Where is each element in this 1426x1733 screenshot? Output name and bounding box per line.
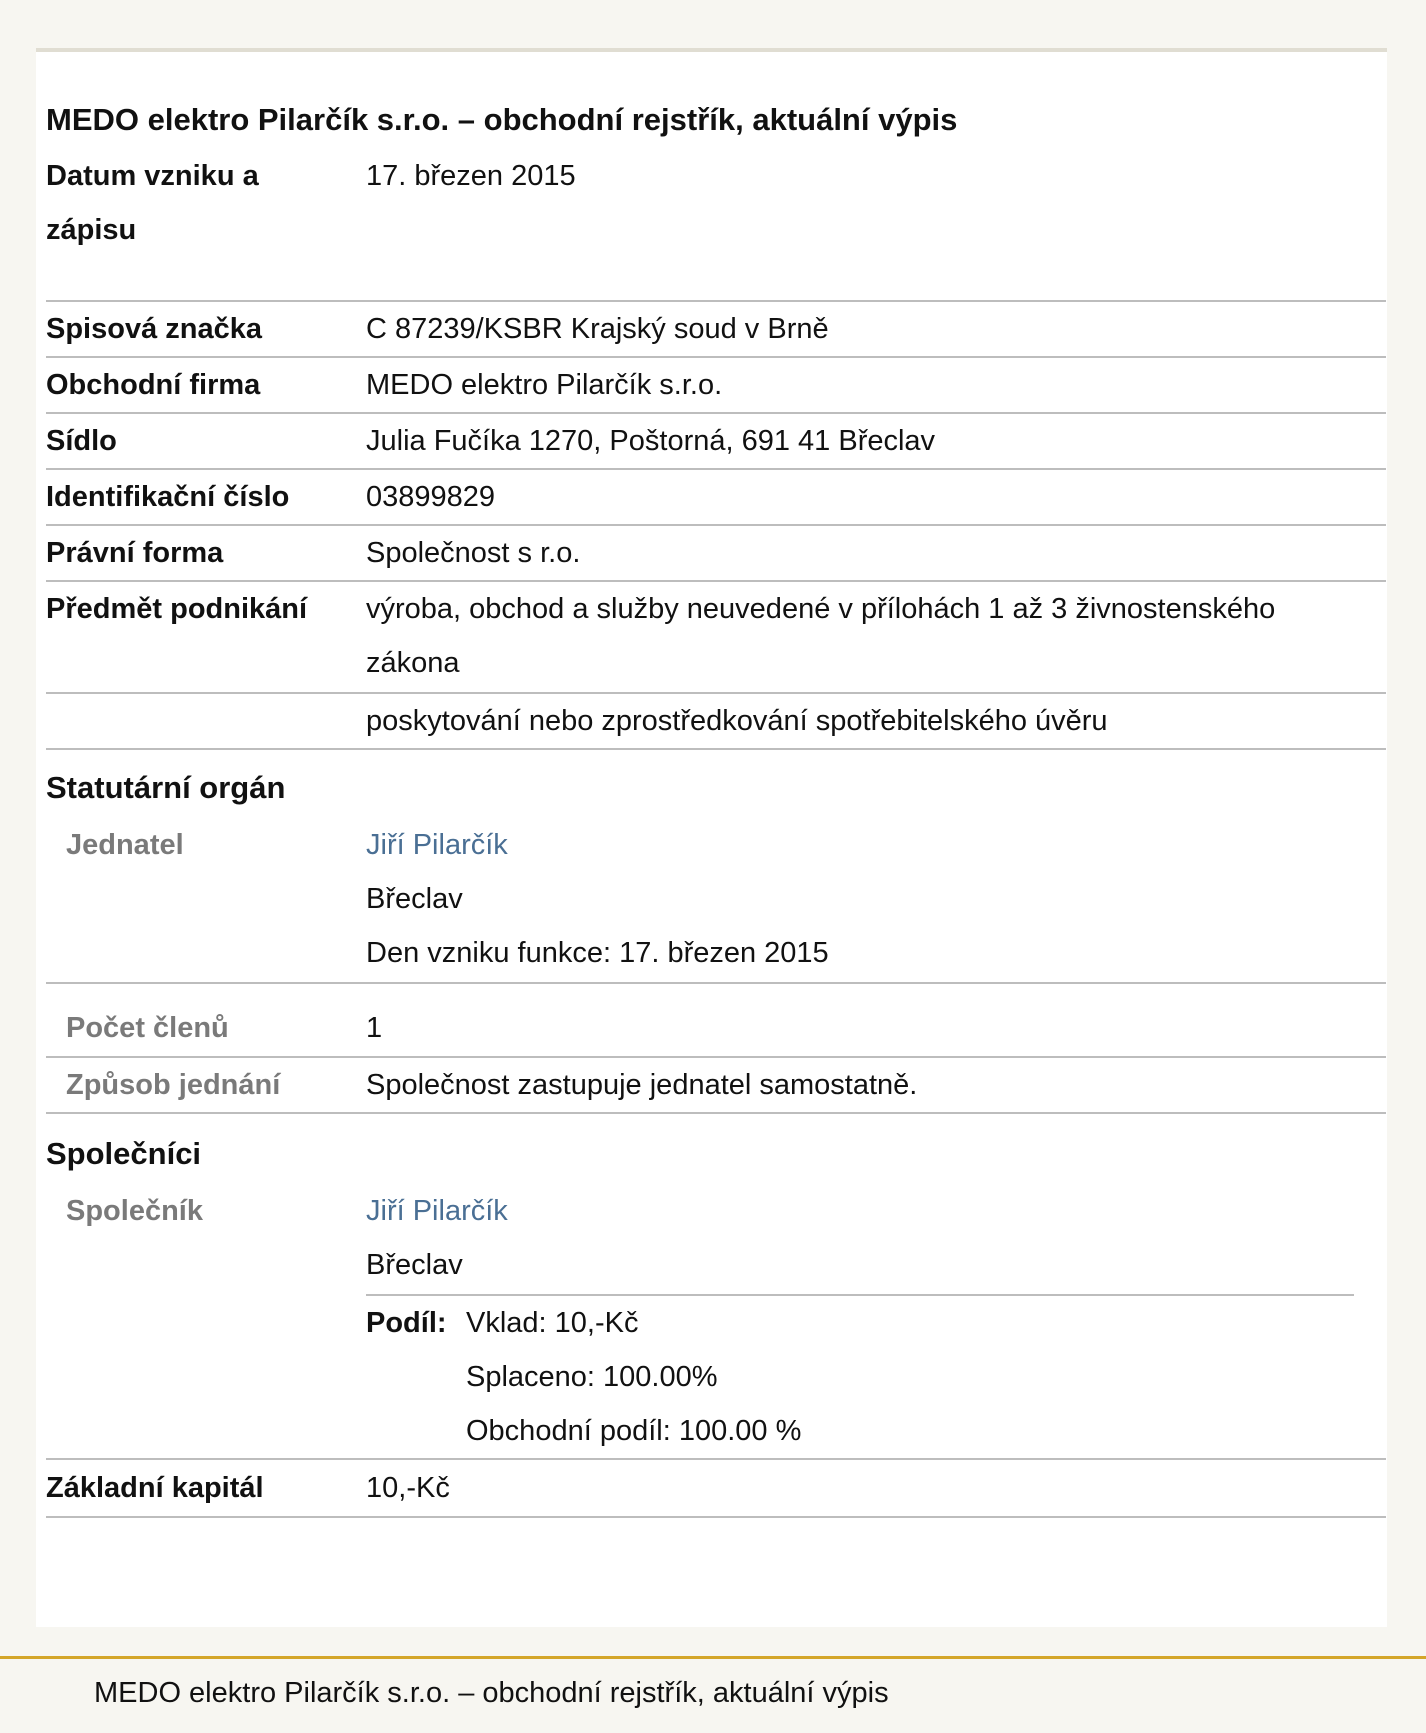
podil-vklad: Vklad: 10,-Kč (466, 1307, 639, 1339)
predmet-1-line-1: výroba, obchod a služby neuvedené v přílohách 1 až 3 živnostenského (366, 593, 1276, 625)
row-obchodni-firma (46, 358, 1386, 414)
row-spisova-znacka (46, 302, 1386, 358)
value-ico: 03899829 (366, 481, 496, 513)
value-predmet-podnikani-2: poskytování nebo zprostředkování spotřebitelského úvěru (366, 705, 1108, 737)
label-ico: Identifikační číslo (46, 481, 290, 513)
section-heading-statutarni-organ: Statutární orgán (46, 770, 286, 805)
value-spolecnik (366, 1184, 1366, 1292)
label-podil: Podíl: (366, 1307, 447, 1339)
label-datum-vzniku-line-1: Datum vzniku a (46, 160, 259, 192)
value-pravni-forma: Společnost s r.o. (366, 537, 581, 569)
predmet-1-line-2: zákona (366, 647, 460, 679)
row-pocet-clenu (46, 1000, 1386, 1058)
row-datum-vzniku (46, 146, 1386, 302)
row-zakladni-kapital (46, 1460, 1386, 1518)
row-pravni-forma (46, 526, 1386, 582)
value-sidlo: Julia Fučíka 1270, Poštorná, 691 41 Břeclav (366, 425, 936, 457)
value-zpusob-jednani: Společnost zastupuje jednatel samostatně. (366, 1069, 918, 1101)
jednatel-name-link[interactable]: Jiří Pilarčík (366, 829, 508, 861)
row-ico (46, 470, 1386, 526)
footer-title: MEDO elektro Pilarčík s.r.o. – obchodní rejstřík, aktuální výpis (94, 1677, 889, 1709)
label-pravni-forma: Právní forma (46, 537, 224, 569)
spolecnik-name-link[interactable]: Jiří Pilarčík (366, 1195, 508, 1227)
row-zpusob-jednani (46, 1058, 1386, 1114)
value-spisova-znacka: C 87239/KSBR Krajský soud v Brně (366, 313, 829, 345)
row-sidlo (46, 414, 1386, 470)
label-jednatel: Jednatel (66, 829, 184, 861)
podil-obchodni-podil: Obchodní podíl: 100.00 % (466, 1415, 802, 1447)
value-datum-vzniku: 17. březen 2015 (366, 160, 576, 192)
value-predmet-podnikani-1 (366, 582, 1366, 690)
jednatel-den-vzniku: Den vzniku funkce: 17. březen 2015 (366, 937, 829, 969)
section-heading-spolecnici: Společníci (46, 1136, 202, 1171)
podil-splaceno: Splaceno: 100.00% (466, 1361, 718, 1393)
row-predmet-podnikani-1 (46, 582, 1386, 694)
label-zakladni-kapital: Základní kapitál (46, 1472, 264, 1504)
label-predmet-podnikani: Předmět podnikání (46, 593, 308, 625)
value-zakladni-kapital: 10,-Kč (366, 1472, 450, 1504)
row-spolecnik (46, 1184, 1386, 1460)
value-obchodni-firma: MEDO elektro Pilarčík s.r.o. (366, 369, 723, 401)
label-datum-vzniku (46, 146, 356, 254)
jednatel-city: Břeclav (366, 883, 463, 915)
register-extract-card (36, 48, 1387, 1627)
row-jednatel (46, 818, 1386, 984)
label-datum-vzniku-line-2: zápisu (46, 214, 137, 246)
footer (0, 1656, 1426, 1733)
row-predmet-podnikani-2 (46, 694, 1386, 750)
share-block (366, 1294, 1354, 1460)
value-podil (466, 1296, 801, 1458)
value-pocet-clenu: 1 (366, 1012, 383, 1044)
label-zpusob-jednani: Způsob jednání (66, 1069, 281, 1101)
page-title: MEDO elektro Pilarčík s.r.o. – obchodní rejstřík, aktuální výpis (46, 102, 958, 137)
label-pocet-clenu: Počet členů (66, 1012, 229, 1044)
label-spisova-znacka: Spisová značka (46, 313, 262, 345)
label-sidlo: Sídlo (46, 425, 117, 457)
label-spolecnik: Společník (66, 1195, 203, 1227)
spolecnik-city: Břeclav (366, 1249, 463, 1281)
value-jednatel (366, 818, 1366, 980)
label-obchodni-firma: Obchodní firma (46, 369, 261, 401)
